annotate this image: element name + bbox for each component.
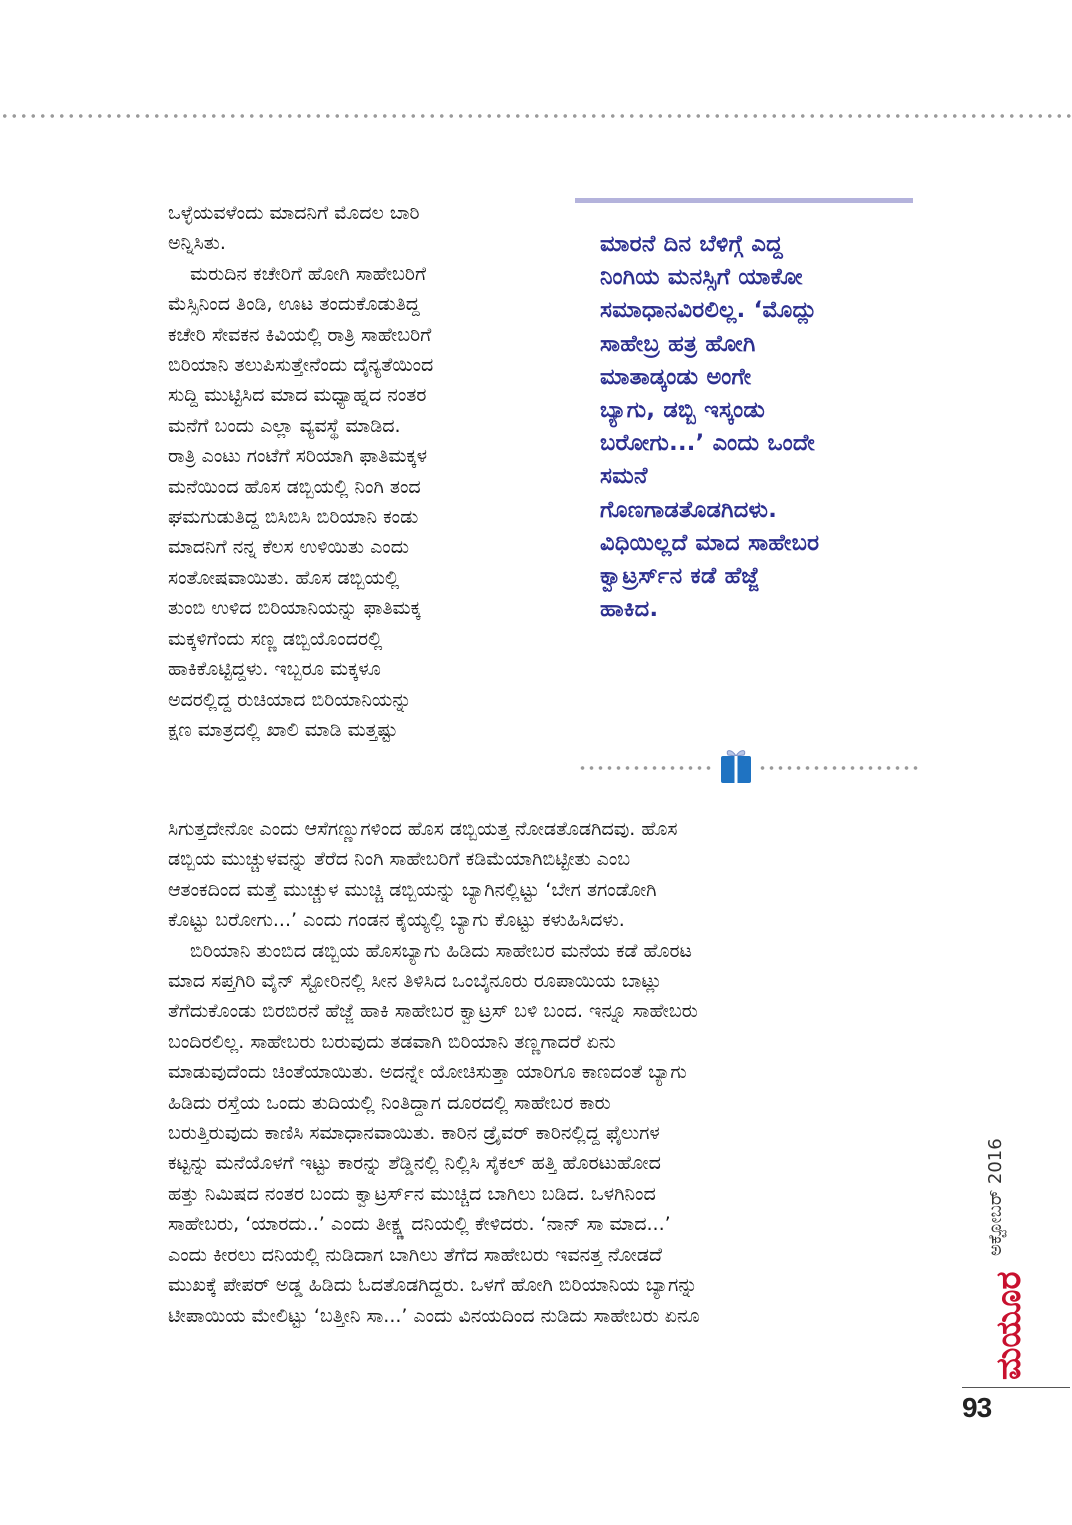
pull-quote-line: ವಿಧಿಯಿಲ್ಲದೆ ಮಾದ ಸಾಹೇಬರ <box>600 529 820 556</box>
separator-dots-right <box>758 764 918 772</box>
text-line: ಮಾದನಿಗೆ ನನ್ನ ಕೆಲಸ ಉಳಿಯಿತು ಎಂದು <box>168 536 410 559</box>
story-full-width-text <box>168 814 928 1331</box>
text-line: ಮಾಡುವುದೆಂದು ಚಿಂತೆಯಾಯಿತು. ಅದನ್ನೇ ಯೋಚಿಸುತ್ತಾ ಯಾರಿಗೂ ಕಾಣದಂತೆ ಬ್ಯಾಗು <box>168 1061 687 1084</box>
text-line: ಕಚೇರಿ ಸೇವಕನ ಕಿವಿಯಲ್ಲಿ ರಾತ್ರಿ ಸಾಹೇಬರಿಗೆ <box>168 323 432 346</box>
magazine-logo <box>955 1262 1029 1380</box>
pull-quote-line: ಮಾತಾಡ್ಕಂಡು ಅಂಗೇ <box>600 363 752 390</box>
issue-date-text: ಅಕ್ಟೋಬರ್ 2016 <box>985 1138 1006 1256</box>
text-line: ಹಾಕಿಕೊಟ್ಟಿದ್ದಳು. ಇಬ್ಬರೂ ಮಕ್ಕಳೂ <box>168 658 381 681</box>
pull-quote <box>600 228 920 626</box>
text-line: ಸಂತೋಷವಾಯಿತು. ಹೊಸ ಡಬ್ಬಿಯಲ್ಲಿ <box>168 566 400 589</box>
page-number-rule <box>962 1387 1070 1388</box>
text-line: ಬಿರಿಯಾನಿ ತಲುಪಿಸುತ್ತೇನೆಂದು ದೈನ್ಯತೆಯಿಂದ <box>168 354 434 377</box>
text-line: ಮಾದ ಸಪ್ತಗಿರಿ ವೈನ್ ಸ್ಟೋರಿನಲ್ಲಿ ಸೀನ ತಿಳಿಸಿದ ಒಂಬೈನೂರು ರೂಪಾಯಿಯ ಬಾಟ್ಲು <box>168 970 663 993</box>
text-line: ಆತಂಕದಿಂದ ಮತ್ತೆ ಮುಚ್ಚುಳ ಮುಚ್ಚಿ ಡಬ್ಬಿಯನ್ನು ಬ್ಯಾಗಿನಲ್ಲಿಟ್ಟು ‘ಬೇಗ ತಗಂಡೋಗಿ <box>168 878 657 901</box>
text-line: ಹಿಡಿದು ರಸ್ತೆಯ ಒಂದು ತುದಿಯಲ್ಲಿ ನಿಂತಿದ್ದಾಗ ದೂರದಲ್ಲಿ ಸಾಹೇಬರ ಕಾರು <box>168 1091 611 1114</box>
pull-quote-line: ಹಾಕಿದ. <box>600 596 659 623</box>
text-line: ಡಬ್ಬಿಯ ಮುಚ್ಚುಳವನ್ನು ತೆರೆದ ನಿಂಗಿ ಸಾಹೇಬರಿಗೆ ಕಡಿಮೆಯಾಗಿಬಿಟ್ಟೀತು ಎಂಬ <box>168 848 631 871</box>
pull-quote-line: ನಿಂಗಿಯ ಮನಸ್ಸಿಗೆ ಯಾಕೋ <box>600 264 803 291</box>
text-line: ಸುದ್ದಿ ಮುಟ್ಟಿಸಿದ ಮಾದ ಮಧ್ಯಾಹ್ನದ ನಂತರ <box>168 384 427 407</box>
text-line: ಎಂದು ಕೀರಲು ದನಿಯಲ್ಲಿ ನುಡಿದಾಗ ಬಾಗಿಲು ತೆಗೆದ ಸಾಹೇಬರು ಇವನತ್ತ ನೋಡದೆ <box>168 1243 662 1266</box>
text-line: ರಾತ್ರಿ ಎಂಟು ಗಂಟೆಗೆ ಸರಿಯಾಗಿ ಫಾತಿಮಕ್ಕಳ <box>168 445 428 468</box>
text-line: ಬಿರಿಯಾನಿ ತುಂಬಿದ ಡಬ್ಬಿಯ ಹೊಸಬ್ಯಾಗು ಹಿಡಿದು ಸಾಹೇಬರ ಮನೆಯ ಕಡೆ ಹೊರಟ <box>190 939 692 962</box>
pull-quote-line: ಕ್ವಾಟ್ರರ್ಸ್‌ನ ಕಡೆ ಹೆಜ್ಜೆ <box>600 563 760 590</box>
text-line: ಮನೆಗೆ ಬಂದು ಎಲ್ಲಾ ವ್ಯವಸ್ಥೆ ಮಾಡಿದ. <box>168 414 401 437</box>
pull-quote-line: ಬರೋಗು...’ ಎಂದು ಒಂದೇ <box>600 430 816 457</box>
text-line: ಹತ್ತು ನಿಮಿಷದ ನಂತರ ಬಂದು ಕ್ವಾಟ್ರರ್ಸ್‌ನ ಮುಚ್ಚಿದ ಬಾಗಿಲು ಬಡಿದ. ಒಳಗಿನಿಂದ <box>168 1182 656 1205</box>
text-line: ತುಂಬಿ ಉಳಿದ ಬಿರಿಯಾನಿಯನ್ನು ಫಾತಿಮಕ್ಕ <box>168 597 421 620</box>
issue-date <box>957 1086 1006 1256</box>
text-line: ಮೆಸ್ಸಿನಿಂದ ತಿಂಡಿ, ಊಟ ತಂದುಕೊಡುತಿದ್ದ <box>168 293 420 316</box>
text-line: ಬರುತ್ತಿರುವುದು ಕಾಣಿಸಿ ಸಮಾಧಾನವಾಯಿತು. ಕಾರಿನ ಡ್ರೈವರ್ ಕಾರಿನಲ್ಲಿದ್ದ ಫೈಲುಗಳ <box>168 1122 660 1145</box>
pull-quote-line: ಸಾಹೇಬ್ರ ಹತ್ರ ಹೋಗಿ <box>600 330 756 357</box>
pull-quote-line: ಗೊಣಗಾಡತೊಡಗಿದಳು. <box>600 496 778 523</box>
text-line: ಮರುದಿನ ಕಚೇರಿಗೆ ಹೋಗಿ ಸಾಹೇಬರಿಗೆ <box>190 262 426 285</box>
gift-icon <box>719 746 753 784</box>
pull-quote-line: ಸಮಾಧಾನವಿರಲಿಲ್ಲ. ‘ಮೊದ್ಲು <box>600 297 818 324</box>
text-line: ಸಾಹೇಬರು, ‘ಯಾರದು..’ ಎಂದು ತೀಕ್ಷ್ಣ ದನಿಯಲ್ಲಿ ಕೇಳಿದರು. ‘ನಾನ್ ಸಾ ಮಾದ...’ <box>168 1213 671 1236</box>
text-line: ಕಟ್ಟನ್ನು ಮನೆಯೊಳಗೆ ಇಟ್ಟು ಕಾರನ್ನು ಶೆಡ್ಡಿನಲ್ಲಿ ನಿಲ್ಲಿಸಿ ಸೈಕಲ್ ಹತ್ತಿ ಹೊರಟುಹೋದ <box>168 1152 661 1175</box>
text-line: ಮಕ್ಕಳಿಗೆಂದು ಸಣ್ಣ ಡಬ್ಬಿಯೊಂದರಲ್ಲಿ <box>168 627 383 650</box>
text-line: ಅನ್ನಿಸಿತು. <box>168 232 226 255</box>
text-line: ಕೊಟ್ಟು ಬರೋಗು...’ ಎಂದು ಗಂಡನ ಕೈಯ್ಯಲ್ಲಿ ಬ್ಯಾಗು ಕೊಟ್ಟು ಕಳುಹಿಸಿದಳು. <box>168 909 625 932</box>
text-line: ಮನೆಯಿಂದ ಹೊಸ ಡಬ್ಬಿಯಲ್ಲಿ ನಿಂಗಿ ತಂದ <box>168 475 421 498</box>
text-line: ಬಂದಿರಲಿಲ್ಲ. ಸಾಹೇಬರು ಬರುವುದು ತಡವಾಗಿ ಬಿರಿಯಾನಿ ತಣ್ಣಗಾದರೆ ಏನು <box>168 1030 616 1053</box>
text-line: ಮುಖಕ್ಕೆ ಪೇಪರ್ ಅಡ್ಡ ಹಿಡಿದು ಓದತೊಡಗಿದ್ದರು. ಒಳಗೆ ಹೋಗಿ ಬಿರಿಯಾನಿಯ ಬ್ಯಾಗನ್ನು <box>168 1274 698 1297</box>
text-line: ಟೀಪಾಯಿಯ ಮೇಲಿಟ್ಟು ‘ಬತ್ತೀನಿ ಸಾ...’ ಎಂದು ವಿನಯದಿಂದ ನುಡಿದು ಸಾಹೇಬರು ಏನೂ <box>168 1304 700 1327</box>
text-line: ಸಿಗುತ್ತದೇನೋ ಎಂದು ಆಸೆಗಣ್ಣುಗಳಿಂದ ಹೊಸ ಡಬ್ಬಿಯತ್ತ ನೋಡತೊಡಗಿದವು. ಹೊಸ <box>168 818 678 840</box>
text-line: ಅದರಲ್ಲಿದ್ದ ರುಚಿಯಾದ ಬಿರಿಯಾನಿಯನ್ನು <box>168 688 412 711</box>
pull-quote-line: ಸಮನೆ <box>600 463 648 490</box>
pull-quote-line: ಮಾರನೆ ದಿನ ಬೆಳಿಗ್ಗೆ ಎದ್ದ <box>600 231 784 257</box>
text-line: ಕ್ಷಣ ಮಾತ್ರದಲ್ಲಿ ಖಾಲಿ ಮಾಡಿ ಮತ್ತಷ್ಟು <box>168 718 398 741</box>
text-line: ಒಳ್ಳೆಯವಳೆಂದು ಮಾದನಿಗೆ ಮೊದಲ ಬಾರಿ <box>168 202 420 224</box>
text-line: ಘಮಗುಡುತಿದ್ದ ಬಿಸಿಬಿಸಿ ಬಿರಿಯಾನಿ ಕಂಡು <box>168 506 419 529</box>
page-number: 93 <box>962 1392 992 1423</box>
top-dotted-rule <box>0 112 1072 120</box>
story-column-text <box>168 198 563 745</box>
magazine-logo-text: ಮಯೂರ <box>989 1271 1029 1380</box>
text-line: ತೆಗೆದುಕೊಂಡು ಬಿರಬಿರನೆ ಹೆಜ್ಜೆ ಹಾಕಿ ಸಾಹೇಬರ ಕ್ವಾಟ್ರಸ್ ಬಳಿ ಬಂದ. ಇನ್ನೂ ಸಾಹೇಬರು <box>168 1000 698 1023</box>
pull-quote-line: ಬ್ಯಾಗು, ಡಬ್ಬಿ ಇಸ್ಕಂಡು <box>600 397 766 424</box>
separator-dots-left <box>578 764 712 772</box>
pull-quote-rule <box>575 198 913 203</box>
